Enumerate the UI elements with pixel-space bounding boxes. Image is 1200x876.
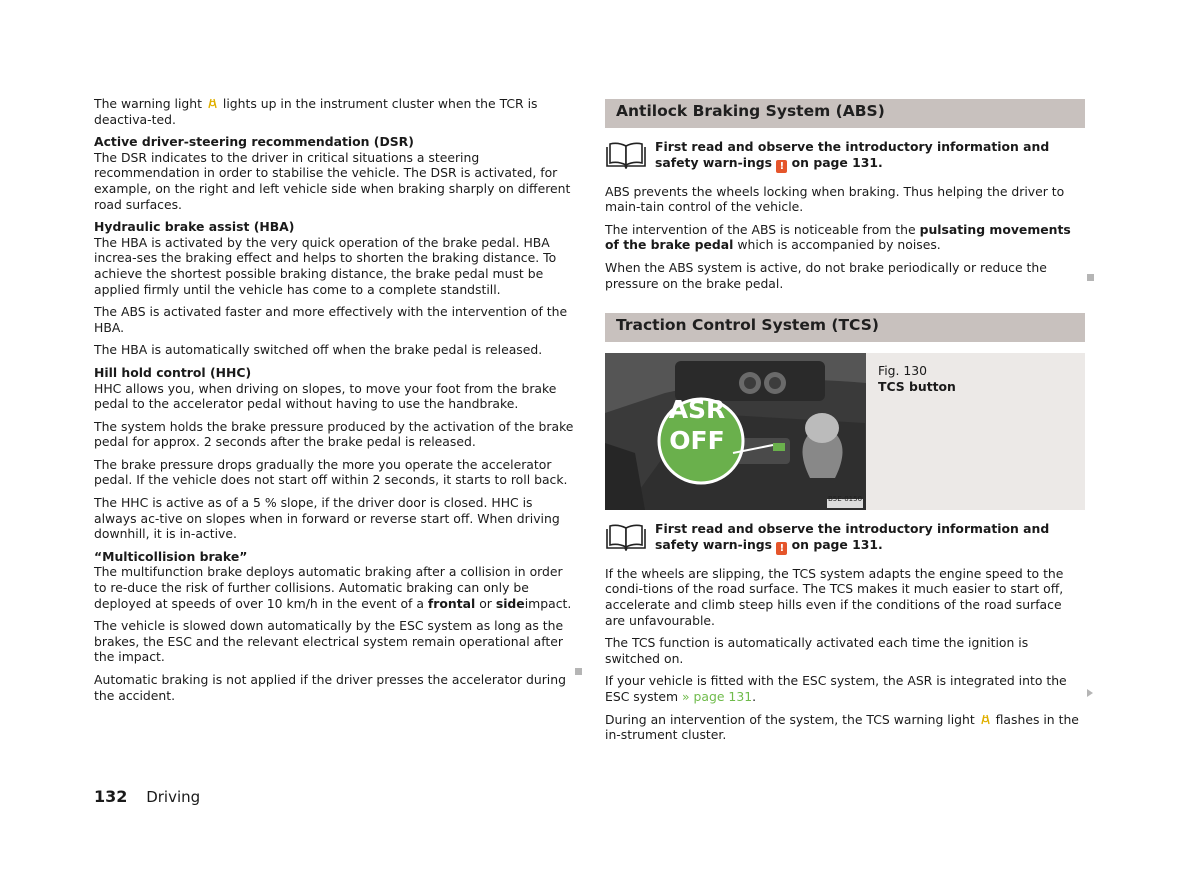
hhc-text: HHC allows you, when driving on slopes, to move your foot from the brake pedal to the accelerator pedal without having to use the handbrake. <box>94 380 557 412</box>
abs-paragraph-3: When the ABS system is active, do not brake periodically or reduce the pressure on the brake pedal. <box>605 259 1047 291</box>
tcs-paragraph-1: If the wheels are slipping, the TCS system adapts the engine speed to the condi-tions of the road surface. The TCS makes it much easier to start off, accelerate and climb steep hills even if the conditions of the road surface are unfavourable. <box>605 565 1064 628</box>
tcs-section-title: Traction Control System (TCS) <box>605 313 1085 342</box>
hba-paragraph-2: The ABS is activated faster and more effectively with the intervention of the HBA. <box>94 304 568 335</box>
figure-caption <box>866 353 968 510</box>
hhc-heading: Hill hold control (HHC) <box>94 364 252 380</box>
section-end-marker <box>575 668 582 675</box>
multicollision-or: or <box>475 595 496 611</box>
figure-number: Fig. 130 <box>878 363 928 379</box>
multicollision-block <box>94 549 574 611</box>
warning-icon: ! <box>776 160 787 173</box>
dsr-text: The DSR indicates to the driver in critical situations a steering recommendation in order to stabilise the vehicle. The DSR is activated, for example, on the right and left vehicle side when braking sharply on different road surfaces. <box>94 149 571 212</box>
hba-block <box>94 219 574 297</box>
abs-note-part-2: on page 131. <box>787 154 883 170</box>
hba-text: The HBA is activated by the very quick operation of the brake pedal. HBA increa-ses the braking effect and helps to shorten the braking distance. To achieve the shortest possible braking distance, the brake pedal must be applied firmly until the vehicle has come to a complete standstill. <box>94 234 557 297</box>
tcs-note-part-1: First read and observe the introductory information and safety warn-ings <box>655 521 1050 552</box>
multicollision-heading: “Multicollision brake” <box>94 548 248 564</box>
badge-line-1: ASR <box>668 395 726 424</box>
tcs-p3-text: If your vehicle is fitted with the ESC system, the ASR is integrated into the ESC system <box>605 673 1067 704</box>
abs-p2-bold: pulsating movements of the brake pedal <box>605 221 1071 253</box>
tcs-warning-light-icon <box>206 97 219 110</box>
abs-paragraph-1: ABS prevents the wheels locking when braking. Thus helping the driver to main-tain control of the vehicle. <box>605 183 1065 215</box>
tcs-paragraph-4 <box>605 712 1085 743</box>
tcs-p4-text-2: flashes in the in-strument cluster. <box>605 711 1079 743</box>
continue-arrow-icon <box>1087 689 1093 697</box>
tcs-note-text <box>655 521 1085 555</box>
page-footer <box>94 787 200 806</box>
abs-paragraph-2 <box>605 222 1085 253</box>
page-131-link[interactable]: » page 131 <box>682 688 753 704</box>
abs-safety-note <box>605 139 1085 173</box>
hhc-paragraph-3: The brake pressure drops gradually the more you operate the accelerator pedal. If the vehicle does not start off within 2 seconds, it starts to roll back. <box>94 456 568 488</box>
tcs-paragraph-3 <box>605 673 1085 704</box>
tcs-note-part-2: on page 131. <box>787 536 883 552</box>
multicollision-side: side <box>495 595 525 611</box>
tcs-paragraph-2: The TCS function is automatically activated each time the ignition is switched on. <box>605 635 1029 666</box>
abs-p2-text: The intervention of the ABS is noticeable from the <box>605 221 920 237</box>
tcs-p3-end: . <box>752 688 757 704</box>
multicollision-impact: impact. <box>524 595 572 611</box>
asr-off-badge <box>652 394 742 456</box>
tcs-p4-text: During an intervention of the system, the TCS warning light <box>605 711 979 727</box>
tcr-text: The warning light <box>94 96 206 111</box>
book-icon <box>605 141 647 169</box>
left-column <box>94 96 574 710</box>
dsr-heading: Active driver-steering recommendation (DSR) <box>94 134 414 150</box>
book-icon <box>605 523 647 551</box>
hhc-paragraph-2: The system holds the brake pressure produced by the activation of the brake pedal for approx. 2 seconds after the brake pedal is released. <box>94 418 574 450</box>
image-code-label: B5E-0150 <box>828 495 863 503</box>
warning-icon: ! <box>776 542 787 555</box>
multicollision-frontal: frontal <box>427 595 476 611</box>
hhc-paragraph-4: The HHC is active as of a 5 % slope, if the driver door is closed. HHC is always ac-tive on slopes when in forward or reverse start off. When driving downhill, it is in-active. <box>94 495 560 542</box>
multicollision-paragraph-3: Automatic braking is not applied if the driver presses the accelerator during the accident. <box>94 672 566 703</box>
section-end-marker <box>1087 274 1094 281</box>
abs-note-text <box>655 139 1085 173</box>
tcr-paragraph <box>94 96 574 127</box>
figure-caption-text: TCS button <box>878 378 956 394</box>
abs-section-title: Antilock Braking System (ABS) <box>605 99 1085 128</box>
multicollision-paragraph-2: The vehicle is slowed down automatically by the ESC system as long as the brakes, the ESC and the relevant electrical system remain operational after the impact. <box>94 618 564 665</box>
tcs-safety-note <box>605 521 1085 555</box>
hba-heading: Hydraulic brake assist (HBA) <box>94 219 295 235</box>
badge-line-2: OFF <box>669 426 725 455</box>
abs-p2-text-2: which is accompanied by noises. <box>733 237 941 253</box>
tcs-warning-light-icon <box>979 713 992 726</box>
dsr-block <box>94 134 574 212</box>
abs-note-part-1: First read and observe the introductory information and safety warn-ings <box>655 139 1050 170</box>
footer-section: Driving <box>146 788 201 806</box>
tcr-text-2: lights up in the instrument cluster when the TCR is deactiva-ted. <box>94 96 538 127</box>
hba-paragraph-3: The HBA is automatically switched off when the brake pedal is released. <box>94 342 543 358</box>
hhc-block <box>94 365 574 412</box>
page-number: 132 <box>94 787 128 806</box>
multicollision-text: The multifunction brake deploys automatic braking after a collision in order to re-duce the risk of further collisions. Automatic braking can only be deployed at speeds of over 10 km/h in the event of a <box>94 564 563 611</box>
